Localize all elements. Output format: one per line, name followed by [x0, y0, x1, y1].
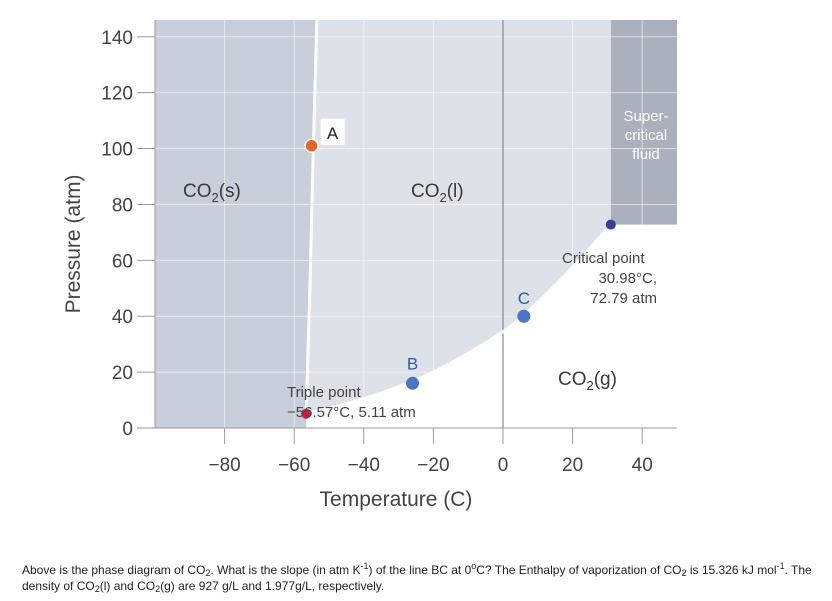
question-part: . What is the slope (in atm K: [210, 563, 361, 577]
supercritical-label: Super-: [623, 108, 669, 125]
point-B-label: B: [406, 354, 419, 374]
point-A: [305, 139, 318, 152]
question-part: (g) are 927 g/L and 1.977g/L, respectively.: [160, 579, 385, 593]
y-tick-label: 80: [111, 195, 133, 217]
x-tick-label: 0: [497, 455, 509, 476]
x-tick-label: −20: [417, 455, 450, 476]
x-tick-label: 20: [562, 455, 584, 476]
question-part: is 15.326 kJ mol: [686, 563, 777, 577]
subscript: 2: [205, 568, 211, 578]
point-C: [517, 310, 530, 323]
point-critical: [606, 220, 616, 230]
y-tick-label: 0: [122, 419, 133, 440]
point-C-label: C: [517, 289, 531, 309]
y-tick-label: 140: [101, 27, 133, 49]
subscript: 2: [155, 584, 161, 594]
supercritical-label: fluid: [632, 146, 660, 163]
critical-point-label: Critical point: [562, 250, 645, 267]
x-tick-label: −60: [278, 455, 311, 476]
question-part: . The density of CO: [22, 563, 812, 593]
subscript: 2: [681, 568, 687, 578]
x-tick-label: −40: [347, 455, 380, 476]
question-part: (l) and CO: [99, 579, 156, 593]
x-tick-label: 40: [631, 455, 653, 476]
superscript: o: [471, 561, 477, 571]
question-text: [22, 562, 822, 594]
question-part: ) of the line BC at 0: [368, 563, 472, 577]
y-tick-label: 40: [111, 307, 133, 329]
solid-region: [155, 20, 317, 428]
superscript: -1: [360, 561, 369, 571]
critical-point-pressure: 72.79 atm: [590, 290, 657, 307]
superscript: -1: [776, 561, 785, 571]
subscript: 2: [94, 584, 100, 594]
point-B: [406, 377, 419, 390]
y-axis-label: Pressure (atm): [62, 174, 85, 314]
x-tick-label: −80: [208, 455, 241, 476]
critical-point-temp: 30.98°C,: [598, 270, 657, 287]
y-tick-label: 20: [111, 363, 133, 385]
triple-point-value: −56.57°C, 5.11 atm: [287, 404, 416, 421]
gas-region-label: $CO_2(g)$: [558, 369, 617, 393]
supercritical-label: critical: [624, 127, 668, 144]
solid-region-label: $CO_2(s)$: [183, 181, 241, 205]
question-part: Above is the phase diagram of CO: [22, 563, 206, 577]
x-axis-label: Temperature (C): [319, 488, 473, 511]
liquid-region-label: $CO_2(l)$: [411, 181, 464, 205]
y-tick-label: 100: [101, 139, 133, 161]
question-part: C? The Enthalpy of vaporization of CO: [476, 563, 682, 577]
y-tick-label: 120: [101, 83, 133, 105]
point-A-label: A: [326, 123, 339, 143]
y-tick-label: 60: [111, 251, 133, 273]
triple-point-label: Triple point: [287, 384, 361, 401]
